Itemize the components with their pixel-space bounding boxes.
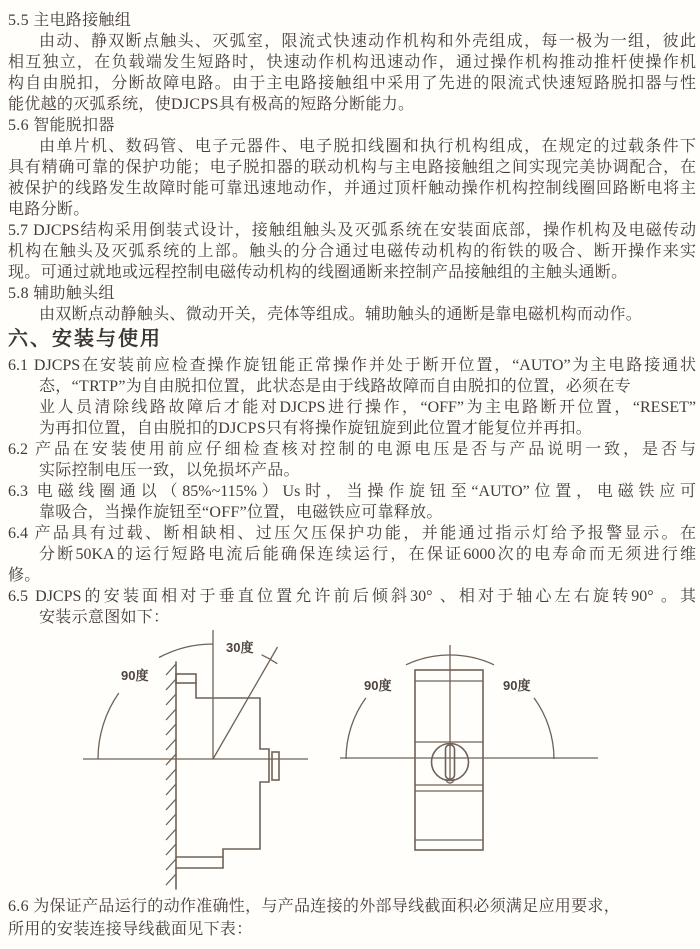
text-line: 具有精确可靠的保护功能；电子脱扣器的联动机构与主电路接触组之间实现完美协调配合，在 <box>8 159 696 176</box>
text-line: 相互独立，在负载端发生短路时，快速动作机构迅速动作，通过操作机构推动推杆使操作机 <box>8 54 696 71</box>
text-line: 6.3 电磁线圈通以（85%~115%）Us时，当操作旋钮至“AUTO”位置，电磁铁应可 <box>8 483 696 500</box>
top-mounting-flange <box>176 674 196 683</box>
device-side-outline <box>196 683 269 868</box>
device-front-outline <box>415 670 483 850</box>
wall-hatching <box>166 664 176 885</box>
text-line: 6.2 产品在安装使用前应仔细检查核对控制的电源电压是否与产品说明一致，是否与 <box>8 441 696 458</box>
bottom-mounting-flange <box>176 857 223 868</box>
installation-figure <box>0 622 700 892</box>
angle-90-label: 90度 <box>121 668 149 683</box>
text-line: 5.8 辅助触头组 <box>8 285 115 302</box>
text-line: 分断50KA的运行短路电流后能确保连续运行，在保证6000次的电寿命而无须进行维 <box>39 546 696 563</box>
text-line: 为再扣位置，自由脱扣的DJCPS只有将操作旋钮旋到此位置才能复位并再扣。 <box>39 420 593 437</box>
text-line: 靠吸合，当操作旋钮至“OFF”位置，电磁铁应可靠释放。 <box>39 504 443 521</box>
text-line: 由动、静双断点触头、灭弧室，限流式快速动作机构和外壳组成，每一极为一组，彼此 <box>39 33 696 50</box>
text-line: 能优越的灭弧系统，使DJCPS具有极高的短路分断能力。 <box>8 96 415 113</box>
angle-30-label: 30度 <box>226 640 254 655</box>
text-line: 实际控制电压一致，以免损坏产品。 <box>39 462 300 479</box>
text-line: 6.5 DJCPS的安装面相对于垂直位置允许前后倾斜30° 、相对于轴心左右旋转90° 。其 <box>8 588 696 605</box>
text-line: 电路分断。 <box>8 201 90 218</box>
text-line: 机构在触头及灭弧系统的上部。触头的分合通过电磁传动机构的衔铁的吸合、断开操作来实 <box>8 243 696 260</box>
text-line: 5.7 DJCPS结构采用倒装式设计，接触组触头及灭弧系统在安装面底部，操作机构及电磁传动 <box>8 222 696 239</box>
text-line: 现。可通过就地或远程控制电磁传动机构的线圈通断来控制产品接触组的主触头通断。 <box>8 264 628 281</box>
angle-90-left-label: 90度 <box>364 678 392 693</box>
text-line: 由双断点动静触头、微动开关，壳体等组成。辅助触头的通断是靠电磁机构而动作。 <box>39 306 643 323</box>
text-line: 被保护的线路发生故障时能可靠迅速地动作，并通过顶杆触动操作机构控制线圈回路断电将主 <box>8 180 696 197</box>
tilt-30-line <box>213 647 278 759</box>
front-view-diagram <box>330 622 650 867</box>
angle-90-right-label: 90度 <box>503 678 531 693</box>
arc-90-lower <box>98 693 119 759</box>
arc-left <box>346 698 366 759</box>
arc-right <box>534 698 554 759</box>
arc-90-upper <box>159 644 213 658</box>
text-line: 所用的安装连接导线截面见下表： <box>8 921 253 938</box>
device-panel-lines <box>415 681 483 840</box>
text-line: 5.6 智能脱扣器 <box>8 117 115 134</box>
text-line: 5.5 主电路接触组 <box>8 12 132 29</box>
text-line: 安装示意图如下： <box>39 609 170 626</box>
text-line: 态，“TRTP”为自由脱扣位置，此状态是由于线路故障而自由脱扣的位置，必须在专 <box>39 378 632 395</box>
text-line: 由单片机、数码管、电子元器件、电子脱扣线圈和执行机构组成，在规定的过载条件下 <box>39 138 696 155</box>
arc-30-tick <box>262 655 278 664</box>
text-line: 业人员清除线路故障后才能对DJCPS进行操作，“OFF”为主电路断开位置，“RESET” <box>39 399 696 416</box>
text-line: 6.6 为保证产品运行的动作准确性，与产品连接的外部导线截面积必须满足应用要求， <box>8 898 621 915</box>
section-heading: 六、安装与使用 <box>8 328 162 350</box>
text-line: 6.1 DJCPS在安装前应检查操作旋钮能正常操作并处于断开位置，“AUTO”为主电路接通状 <box>8 357 696 374</box>
text-line: 构自由脱扣，分断故障电路。由于主电路接触组中采用了先进的限流式快速短路脱扣器与性 <box>8 75 696 92</box>
body-text <box>8 10 696 628</box>
terminal-block <box>272 752 279 780</box>
footer-text <box>8 895 696 941</box>
text-line: 修。 <box>8 567 41 584</box>
text-line: 6.4 产品具有过载、断相缺相、过压欠压保护功能，并能通过指示灯给予报警显示。在 <box>8 525 696 542</box>
